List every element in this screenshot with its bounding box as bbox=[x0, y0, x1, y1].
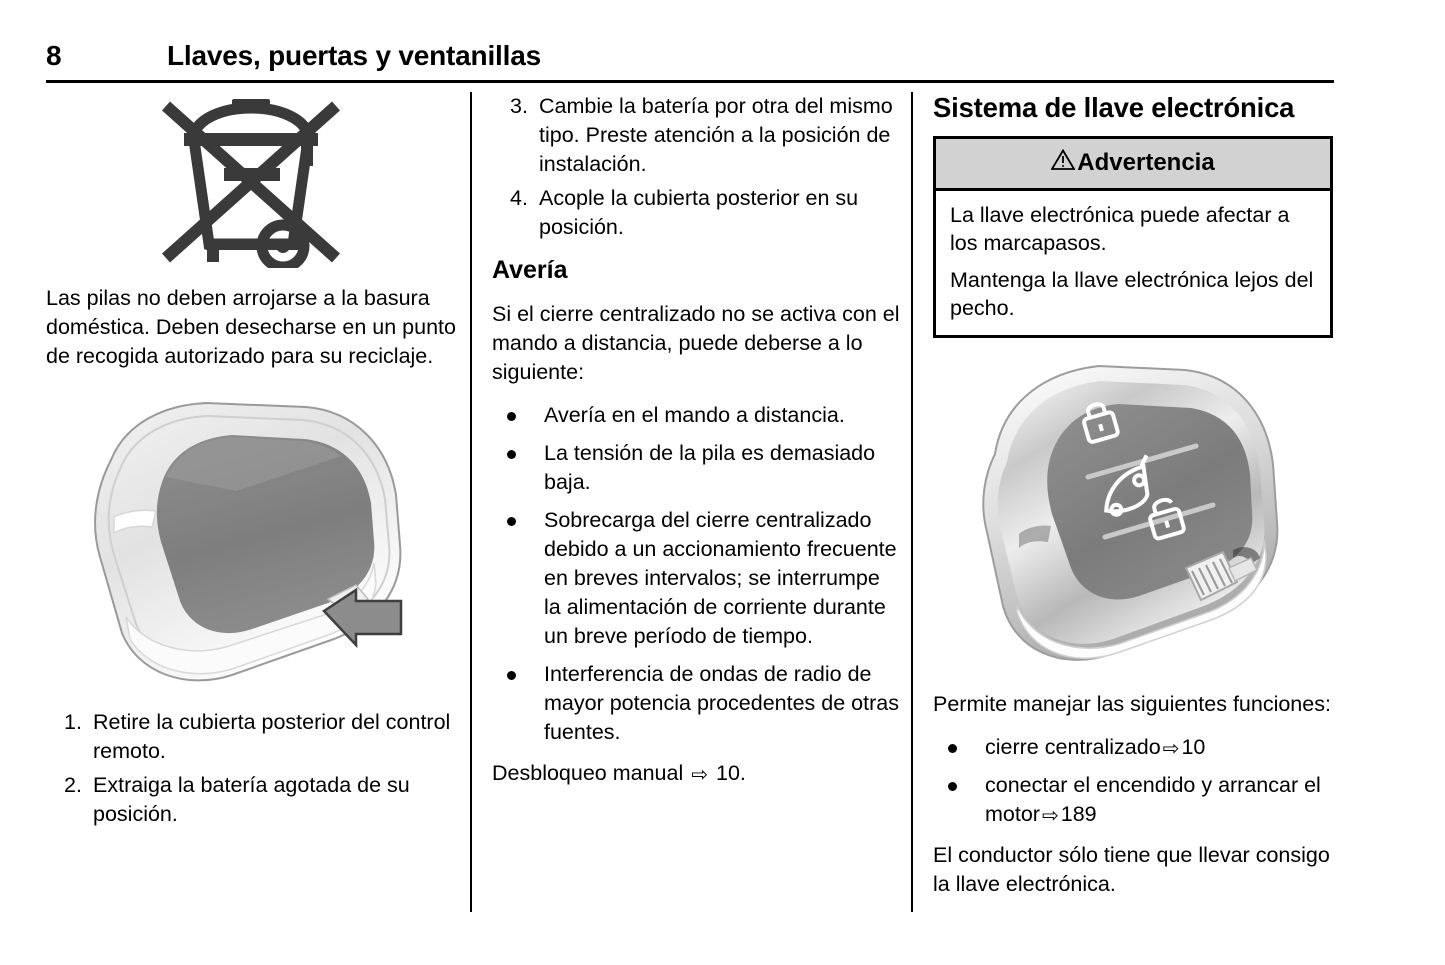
column-divider-2 bbox=[911, 92, 913, 912]
warning-paragraph: La llave electrónica puede afectar a los marcapasos. bbox=[950, 203, 1290, 255]
step-text: Extraiga la batería agotada de su posición. bbox=[93, 773, 410, 826]
warning-triangle-icon bbox=[1051, 149, 1075, 177]
cross-reference-label: Desbloqueo manual bbox=[492, 761, 684, 785]
column-3 bbox=[933, 92, 1343, 913]
chapter-title: Llaves, puertas y ventanillas bbox=[167, 40, 541, 71]
bullet-text: La tensión de la pila es demasiado baja. bbox=[544, 441, 876, 494]
key-fob-rear-cover-illustration bbox=[56, 385, 448, 690]
bullet-page-reference: 10 bbox=[1181, 735, 1206, 759]
figure-weee-symbol bbox=[46, 92, 456, 272]
list-item bbox=[492, 660, 902, 747]
key-functions-list bbox=[933, 733, 1343, 829]
bullet-icon bbox=[507, 412, 516, 421]
section-heading-sistema-llave: Sistema de llave electrónica bbox=[933, 92, 1295, 123]
warning-paragraph: Mantenga la llave electrónica lejos del pecho. bbox=[950, 268, 1314, 320]
bullet-icon bbox=[507, 517, 516, 526]
column-1 bbox=[46, 92, 456, 841]
list-item bbox=[46, 708, 456, 766]
bullet-text: Sobrecarga del cierre centralizado debido a un accionamiento frecuente en breves intervalos; se interrumpe la alimentación de corriente durante un breve período de tiempo. bbox=[544, 508, 897, 648]
warning-title: Advertencia bbox=[1077, 149, 1215, 176]
column-divider-1 bbox=[470, 92, 472, 912]
column-2 bbox=[492, 92, 902, 802]
crossed-out-wheelie-bin-icon bbox=[162, 96, 340, 268]
bullet-icon bbox=[948, 744, 957, 753]
step-number: 4. bbox=[510, 186, 528, 210]
step-number: 1. bbox=[64, 710, 82, 734]
recycling-paragraph: Las pilas no deben arrojarse a la basura doméstica. Deben desecharse en un punto de recogida autorizado para su reciclaje. bbox=[46, 286, 456, 368]
step-text: Retire la cubierta posterior del control remoto. bbox=[93, 710, 451, 763]
cross-reference-desbloqueo bbox=[492, 759, 902, 788]
list-item bbox=[492, 439, 902, 497]
cross-reference-page: 10. bbox=[715, 761, 746, 785]
list-item bbox=[46, 771, 456, 829]
averia-causes-list bbox=[492, 401, 902, 747]
warning-header bbox=[936, 139, 1330, 191]
averia-intro-paragraph: Si el cierre centralizado no se activa con el mando a distancia, puede deberse a lo siguiente: bbox=[492, 302, 900, 384]
step-text: Cambie la batería por otra del mismo tipo. Preste atención a la posición de instalación. bbox=[539, 94, 893, 176]
section-heading-averia: Avería bbox=[492, 256, 568, 284]
figure-electronic-key bbox=[933, 354, 1333, 674]
page-columns bbox=[0, 92, 1445, 952]
page-reference-arrow-icon: ⇨ bbox=[691, 764, 708, 786]
step-number: 3. bbox=[510, 94, 528, 118]
bullet-icon bbox=[507, 450, 516, 459]
battery-steps-list-col1 bbox=[46, 708, 456, 829]
closing-paragraph: El conductor sólo tiene que llevar consigo la llave electrónica. bbox=[933, 843, 1330, 896]
warning-body bbox=[936, 191, 1330, 335]
step-number: 2. bbox=[64, 773, 82, 797]
page-reference-arrow-icon: ⇨ bbox=[1162, 738, 1180, 760]
bullet-icon bbox=[507, 671, 516, 680]
electronic-key-fob-illustration bbox=[933, 354, 1333, 674]
list-item bbox=[492, 92, 902, 179]
page-header bbox=[46, 38, 1334, 83]
page-reference-arrow-icon: ⇨ bbox=[1041, 805, 1059, 827]
bullet-text: cierre centralizado bbox=[985, 735, 1161, 759]
page-number: 8 bbox=[46, 40, 62, 71]
list-item bbox=[492, 506, 902, 651]
bullet-text: Interferencia de ondas de radio de mayor potencia procedentes de otras fuentes. bbox=[544, 662, 899, 744]
list-item bbox=[933, 771, 1343, 829]
bullet-icon bbox=[948, 782, 957, 791]
figure-key-fob-rear-cover bbox=[56, 385, 448, 690]
battery-steps-list-col2 bbox=[492, 92, 902, 242]
list-item bbox=[933, 733, 1343, 762]
functions-intro-paragraph: Permite manejar las siguientes funciones: bbox=[933, 692, 1331, 716]
step-text: Acople la cubierta posterior en su posición. bbox=[539, 186, 859, 239]
list-item bbox=[492, 184, 902, 242]
warning-box bbox=[933, 136, 1333, 338]
bullet-text: Avería en el mando a distancia. bbox=[544, 403, 845, 427]
bullet-text: conectar el encendido y arrancar el motor bbox=[985, 773, 1321, 826]
list-item bbox=[492, 401, 902, 430]
bullet-page-reference: 189 bbox=[1060, 802, 1097, 826]
